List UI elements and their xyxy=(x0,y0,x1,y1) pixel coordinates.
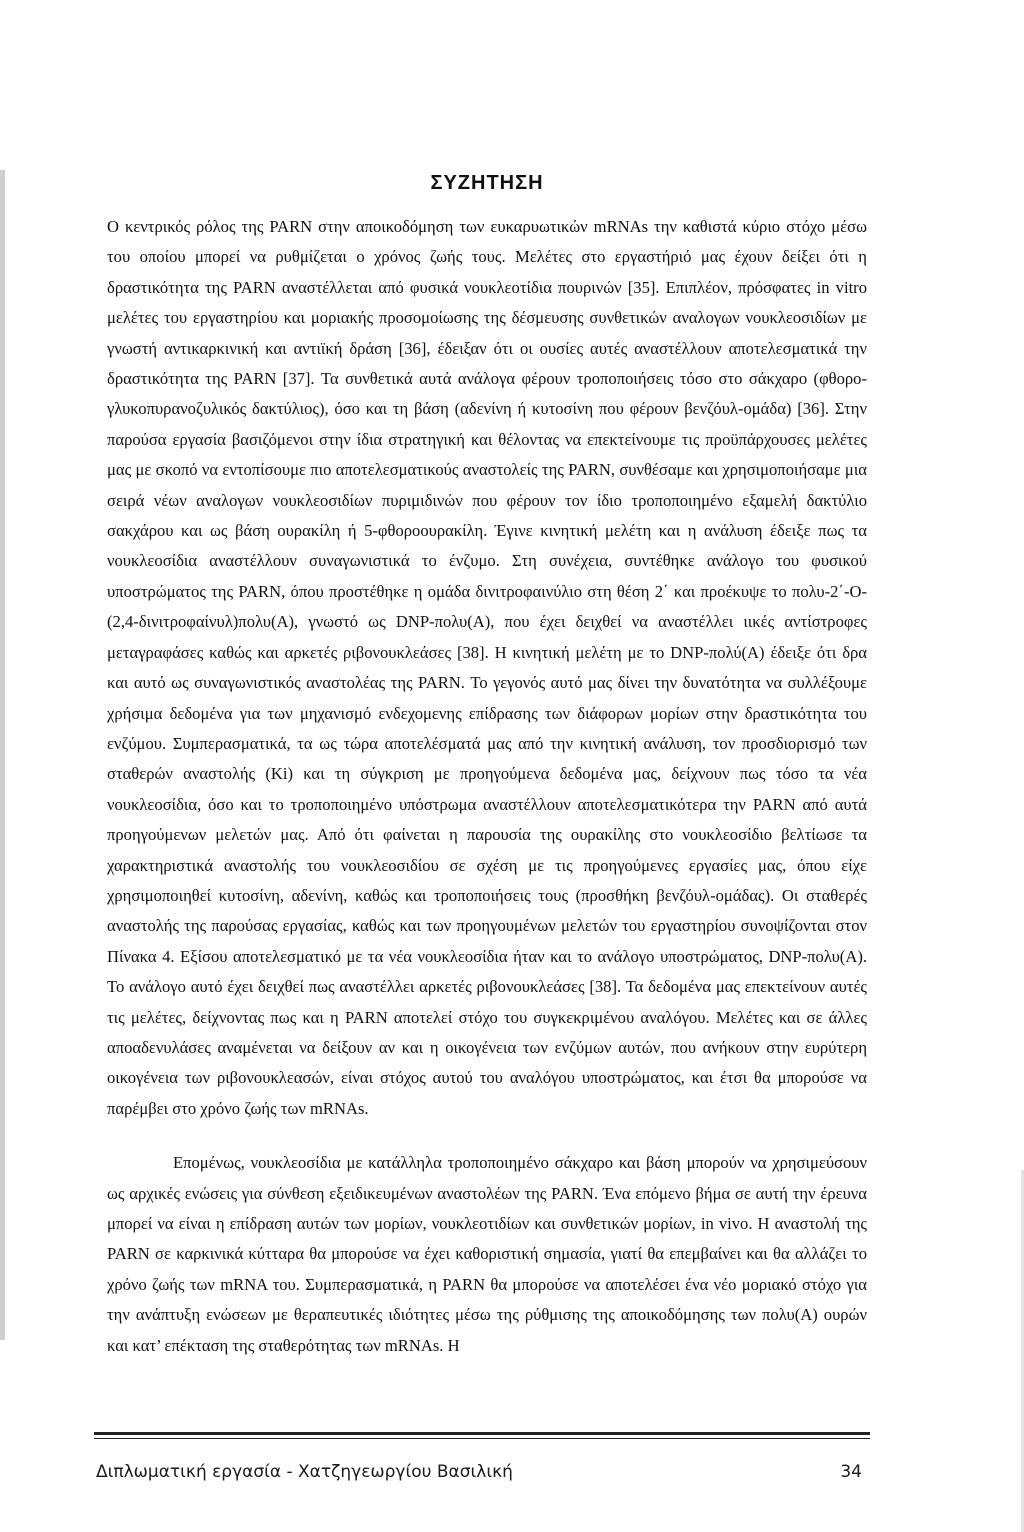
footer-rule-thick xyxy=(94,1432,870,1435)
section-heading: ΣΥΖΗΤΗΣΗ xyxy=(430,172,544,194)
footer-rule-thin xyxy=(94,1438,870,1439)
discussion-paragraph-2: Επομένως, νουκλεοσίδια με κατάλληλα τροποποιημένο σάκχαρο και βάση μπορούν να χρησιμεύσουν ως αρχικές ενώσεις για σύνθεση εξειδικευμένων αναστολέων της PARN. Ένα επόμενο βήμα σε αυτή την έρευνα μπορεί να είναι η επίδραση αυτών των μορίων, νουκλεοτιδίων και συνθετικών μορίων, in vivo. Η αναστολή της PARN σε καρκινικά κύτταρα θα μπορούσε να έχει καθοριστική σημασία, γιατί θα επεμβαίνει και θα αλλάζει το χρόνο ζωής των mRNA του. Συμπερασματικά, η PARN θα μπορούσε να αποτελέσει ένα νέο μοριακό στόχο για την ανάπτυξη ενώσεων με θεραπευτικές ιδιότητες μέσω της ρύθμισης της αποικοδόμησης των πολυ(A) ουρών και κατ’ επέκταση της σταθερότητας των mRNAs. Η xyxy=(107,1153,867,1355)
footer-page-number: 34 xyxy=(840,1462,862,1482)
footer-author-line: Διπλωματική εργασία - Χατζηγεωργίου Βασιλική xyxy=(96,1462,513,1482)
scan-left-edge xyxy=(0,170,5,1340)
discussion-paragraph-1: Ο κεντρικός ρόλος της PARN στην αποικοδόμηση των ευκαρυωτικών mRNAs την καθιστά κύριο στόχο μέσω του οποίου μπορεί να ρυθμίζεται ο χρόνος ζωής τους. Μελέτες στο εργαστήριό μας έχουν δείξει ότι η δραστικότητα της PARN αναστέλλεται από φυσικά νουκλεοτίδια πουρινών [35]. Επιπλέον, πρόσφατες in vitro μελέτες του εργαστηρίου και μοριακής προσομοίωσης της δέσμευσης συνθετικών αναλογων νουκλεοσιδίων με γνωστή αντικαρκινική και αντιϊκή δράση [36], έδειξαν ότι οι ουσίες αυτές αναστέλλουν αποτελεσματικά την δραστικότητα της PARN [37]. Τα συνθετικά αυτά ανάλογα φέρουν τροποποιήσεις τόσο στο σάκχαρο (φθορο-γλυκοπυρανοζυλικός δακτύλιος), όσο και τη βάση (αδενίνη ή κυτοσίνη που φέρουν βενζόυλ-ομάδα) [36]. Στην παρούσα εργασία βασιζόμενοι στην ίδια στρατηγική και θέλοντας να επεκτείνουμε τις προϋπάρχουσες μελέτες μας με σκοπό να εντοπίσουμε πιο αποτελεσματικούς αναστολείς της PARN, συνθέσαμε και χρησιμοποιήσαμε μια σειρά νέων αναλογων νουκλεοσιδίων πυριμιδινών που φέρουν τον ίδιο τροποποιημένο εξαμελή δακτύλιο σακχάρου και ως βάση ουρακίλη ή 5-φθοροουρακίλη. Έγινε κινητική μελέτη και η ανάλυση έδειξε πως τα νουκλεοσίδια αναστέλλουν συναγωνιστικά το ένζυμο. Στη συνέχεια, συντέθηκε ανάλογο του φυσικού υποστρώματος της PARN, όπου προστέθηκε η ομάδα δινιτροφαινύλιο στη θέση 2΄ και προέκυψε το πολυ-2΄-O-(2,4-δινιτροφαίνυλ)πολυ(A), γνωστό ως DNP-πολυ(A), που έχει δειχθεί να αναστέλλει ιικές αντίστροφες μεταγραφάσες καθώς και αρκετές ριβονουκλεάσες [38]. Η κινητική μελέτη με το DNP-πολύ(A) έδειξε ότι δρα και αυτό ως συναγωνιστικός αναστολέας της PARN. Το γεγονός αυτό μας δίνει την δυνατότητα να συλλέξουμε χρήσιμα δεδομένα για των μηχανισμό ενδεχομενης επίδρασης των διάφορων μορίων στην δραστικότητα του ενζύμου. Συμπερασματικά, τα ως τώρα αποτελέσματά μας από την κινητική ανάλυση, τον προσδιορισμό των σταθερών αναστολής (Ki) και τη σύγκριση με προηγούμενα δεδομένα μας, δείχνουν πως τόσο τα νέα νουκλεοσίδια, όσο και το τροποποιημένο υπόστρωμα αναστέλλουν αποτελεσματικότερα την PARN από αυτά προηγούμενων μελετών μας. Από ότι φαίνεται η παρουσία της ουρακίλης στο νουκλεοσίδιο βελτίωσε τα χαρακτηριστικά αναστολής του νουκλεοσιδίου σε σχέση με τις προηγούμενες εργασίες μας, όπου είχε χρησιμοποιηθεί κυτοσίνη, αδενίνη, καθώς και τροποποιήσεις τους (προσθήκη βενζόυλ-ομάδας). Οι σταθερές αναστολής της παρούσας εργασίας, καθώς και των προηγουμένων μελετών του εργαστηρίου συνοψίζονται στον Πίνακα 4. Εξίσου αποτελεσματικό με τα νέα νουκλεοσίδια ήταν και το ανάλογο υποστρώματος, DNP-πολυ(A). Το ανάλογο αυτό έχει δειχθεί πως αναστέλλει αρκετές ριβονουκλεάσες [38]. Τα δεδομένα μας επεκτείνουν αυτές τις μελέτες, δείχνοντας πως και η PARN αποτελεί στόχο του συγκεκριμένου αναλόγου. Μελέτες και σε άλλες αποαδενυλάσες αναμένεται να δείξουν αν και η οικογένεια των ενζύμων αυτών, που ανήκουν στην ευρύτερη οικογένεια των ριβονουκλεασών, είναι στόχος αυτού του αναλόγου υποστρώματος, και έτσι θα μπορούσε να παρέμβει στο χρόνο ζωής των mRNAs. xyxy=(107,217,867,1118)
page-content xyxy=(107,168,867,1361)
